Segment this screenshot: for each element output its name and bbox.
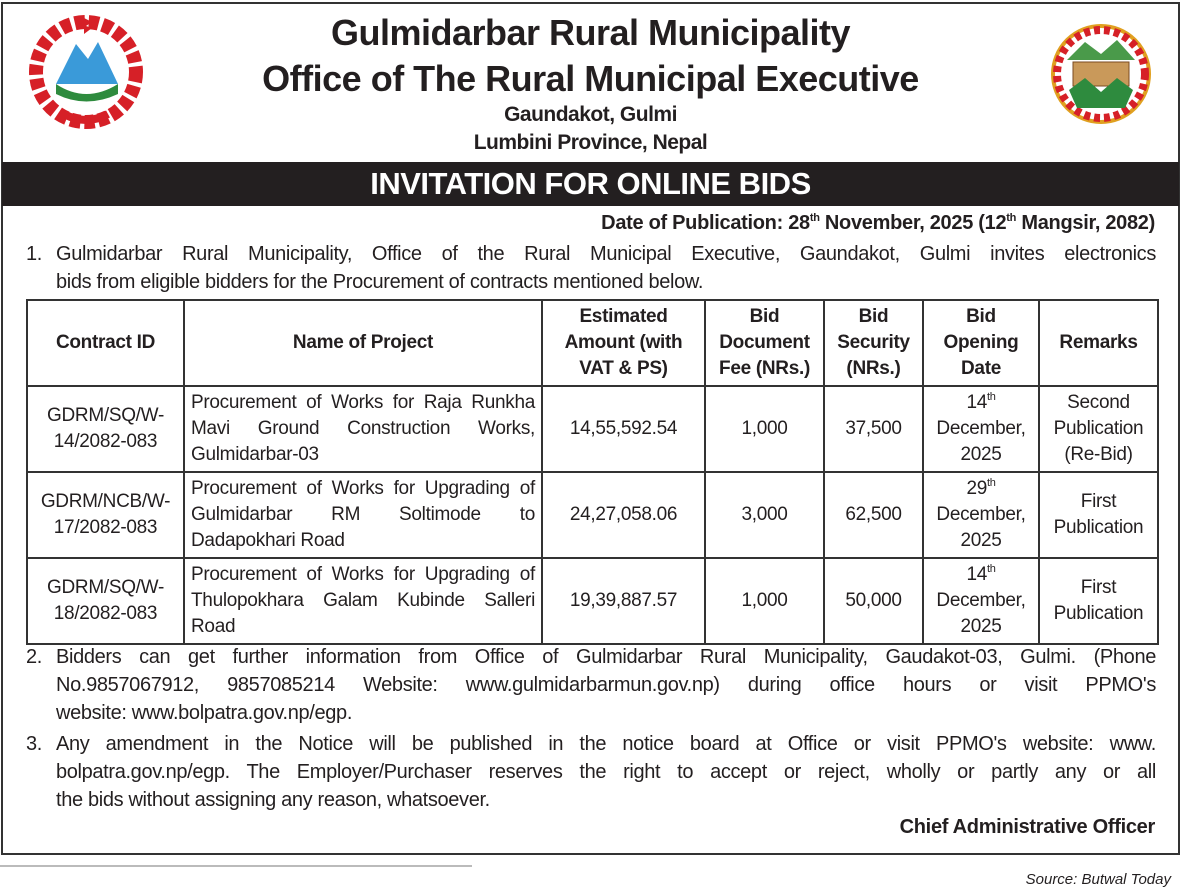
- contract-id: GDRM/SQ/W-14/2082-083: [27, 386, 184, 472]
- project-name: Procurement of Works for Upgrading of Gulmidarbar RM Soltimode to Dadapokhari Road: [184, 472, 542, 558]
- signatory: Chief Administrative Officer: [899, 816, 1155, 838]
- clause-text: bolpatra.gov.np/egp. The Employer/Purchaser reserves the right to accept or reject, wholly or partly any or all: [56, 761, 1156, 783]
- contract-id: GDRM/SQ/W-18/2082-083: [27, 558, 184, 644]
- clause-3: [26, 730, 1156, 814]
- project-name: Procurement of Works for Upgrading of Thulopokhara Galam Kubinde Salleri Road: [184, 558, 542, 644]
- remarks: First Publication: [1039, 472, 1158, 558]
- bid-security: 50,000: [824, 558, 923, 644]
- col-header: Remarks: [1039, 300, 1158, 386]
- notice-banner: INVITATION FOR ONLINE BIDS: [2, 162, 1179, 206]
- opening-date: 14th December, 2025: [923, 386, 1039, 472]
- address-line-2: Lumbini Province, Nepal: [473, 131, 708, 154]
- table-row: [27, 558, 1158, 644]
- clause-text: Gulmidarbar Rural Municipality, Office of the Rural Municipal Executive, Gaundakot, Gulmi invites electronics: [56, 243, 1156, 265]
- clause-text: No.9857067912, 9857085214 Website: www.gulmidarbarmun.gov.np) during office hours or visit PPMO's: [56, 674, 1156, 696]
- project-name: Procurement of Works for Raja Runkha Mavi Ground Construction Works, Gulmidarbar-03: [184, 386, 542, 472]
- clause-text: Any amendment in the Notice will be published in the notice board at Office or visit PPMO's website: www.: [56, 733, 1156, 755]
- remarks: Second Publication (Re-Bid): [1039, 386, 1158, 472]
- remarks: First Publication: [1039, 558, 1158, 644]
- divider: [0, 865, 472, 867]
- document-fee: 1,000: [705, 558, 824, 644]
- clause-1: [26, 240, 1156, 296]
- publication-date: Date of Publication: 28th November, 2025 (12th Mangsir, 2082): [601, 212, 1155, 234]
- clause-number: 3.: [26, 733, 42, 755]
- clause-2: [26, 643, 1156, 727]
- address-line-1: Gaundakot, Gulmi: [504, 103, 677, 126]
- col-header: Bid Document Fee (NRs.): [705, 300, 824, 386]
- table-row: [27, 386, 1158, 472]
- estimated-amount: 14,55,592.54: [542, 386, 705, 472]
- table-row: [27, 472, 1158, 558]
- col-header: Bid Opening Date: [923, 300, 1039, 386]
- clause-number: 1.: [26, 243, 42, 265]
- bid-security: 37,500: [824, 386, 923, 472]
- document-fee: 3,000: [705, 472, 824, 558]
- clause-text: the bids without assigning any reason, whatsoever.: [56, 789, 490, 811]
- opening-date: 14th December, 2025: [923, 558, 1039, 644]
- opening-date: 29th December, 2025: [923, 472, 1039, 558]
- clause-number: 2.: [26, 646, 42, 668]
- col-header: Estimated Amount (with VAT & PS): [542, 300, 705, 386]
- contracts-table: [26, 299, 1159, 645]
- col-header: Bid Security (NRs.): [824, 300, 923, 386]
- source-credit: Source: Butwal Today: [1025, 871, 1171, 888]
- bid-security: 62,500: [824, 472, 923, 558]
- document-fee: 1,000: [705, 386, 824, 472]
- office-name: Office of The Rural Municipal Executive: [262, 58, 919, 99]
- col-header: Name of Project: [184, 300, 542, 386]
- clause-text: website: www.bolpatra.gov.np/egp.: [56, 702, 353, 724]
- col-header: Contract ID: [27, 300, 184, 386]
- clause-text: bids from eligible bidders for the Procurement of contracts mentioned below.: [56, 271, 704, 293]
- municipality-name: Gulmidarbar Rural Municipality: [330, 12, 851, 53]
- clause-text: Bidders can get further information from Office of Gulmidarbar Rural Municipality, Gaudakot-03, Gulmi. (Phone: [56, 646, 1156, 668]
- table-header-row: [27, 300, 1158, 386]
- estimated-amount: 24,27,058.06: [542, 472, 705, 558]
- estimated-amount: 19,39,887.57: [542, 558, 705, 644]
- contract-id: GDRM/NCB/W-17/2082-083: [27, 472, 184, 558]
